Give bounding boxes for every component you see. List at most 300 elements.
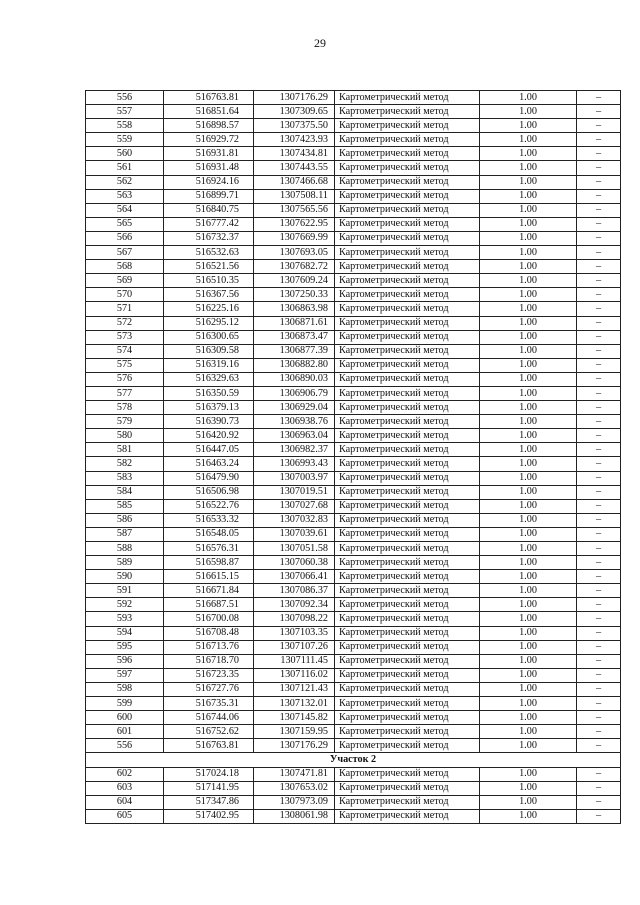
method-cell: Картометрический метод — [335, 372, 480, 386]
precision-cell: 1.00 — [480, 556, 577, 570]
method-cell: Картометрический метод — [335, 499, 480, 513]
dash-cell: – — [577, 274, 621, 288]
precision-cell: 1.00 — [480, 795, 577, 809]
method-cell: Картометрический метод — [335, 147, 480, 161]
coord-y-cell: 1307693.05 — [254, 246, 335, 260]
coord-y-cell: 1306906.79 — [254, 386, 335, 400]
point-number-cell: 590 — [86, 570, 164, 584]
point-number-cell: 577 — [86, 386, 164, 400]
method-cell: Картометрический метод — [335, 231, 480, 245]
point-number-cell: 595 — [86, 640, 164, 654]
method-cell: Картометрический метод — [335, 668, 480, 682]
coord-y-cell: 1307508.11 — [254, 189, 335, 203]
coord-y-cell: 1307003.97 — [254, 471, 335, 485]
coord-x-cell: 516744.06 — [164, 711, 254, 725]
coord-y-cell: 1306877.39 — [254, 344, 335, 358]
section-title: Участок 2 — [86, 753, 621, 767]
point-number-cell: 584 — [86, 485, 164, 499]
precision-cell: 1.00 — [480, 485, 577, 499]
coord-x-cell: 516598.87 — [164, 556, 254, 570]
dash-cell: – — [577, 133, 621, 147]
method-cell: Картометрический метод — [335, 457, 480, 471]
coord-y-cell: 1307027.68 — [254, 499, 335, 513]
coord-x-cell: 516924.16 — [164, 175, 254, 189]
precision-cell: 1.00 — [480, 781, 577, 795]
coord-y-cell: 1308061.98 — [254, 809, 335, 823]
precision-cell: 1.00 — [480, 415, 577, 429]
table-row — [86, 401, 621, 415]
table-row — [86, 316, 621, 330]
method-cell: Картометрический метод — [335, 795, 480, 809]
dash-cell: – — [577, 246, 621, 260]
method-cell: Картометрический метод — [335, 246, 480, 260]
page-number: 29 — [314, 36, 326, 50]
coord-y-cell: 1307375.50 — [254, 119, 335, 133]
point-number-cell: 596 — [86, 654, 164, 668]
coord-x-cell: 517141.95 — [164, 781, 254, 795]
dash-cell: – — [577, 443, 621, 457]
point-number-cell: 576 — [86, 372, 164, 386]
table-row — [86, 654, 621, 668]
method-cell: Картометрический метод — [335, 809, 480, 823]
method-cell: Картометрический метод — [335, 556, 480, 570]
table-row — [86, 584, 621, 598]
coord-x-cell: 516576.31 — [164, 542, 254, 556]
precision-cell: 1.00 — [480, 105, 577, 119]
point-number-cell: 562 — [86, 175, 164, 189]
precision-cell: 1.00 — [480, 499, 577, 513]
method-cell: Картометрический метод — [335, 401, 480, 415]
point-number-cell: 582 — [86, 457, 164, 471]
precision-cell: 1.00 — [480, 598, 577, 612]
method-cell: Картометрический метод — [335, 767, 480, 781]
precision-cell: 1.00 — [480, 358, 577, 372]
precision-cell: 1.00 — [480, 386, 577, 400]
dash-cell: – — [577, 429, 621, 443]
precision-cell: 1.00 — [480, 133, 577, 147]
point-number-cell: 563 — [86, 189, 164, 203]
point-number-cell: 569 — [86, 274, 164, 288]
table-row — [86, 612, 621, 626]
point-number-cell: 565 — [86, 217, 164, 231]
method-cell: Картометрический метод — [335, 682, 480, 696]
table-row — [86, 189, 621, 203]
point-number-cell: 598 — [86, 682, 164, 696]
point-number-cell: 567 — [86, 246, 164, 260]
coord-y-cell: 1307159.95 — [254, 725, 335, 739]
dash-cell: – — [577, 231, 621, 245]
coord-y-cell: 1307060.38 — [254, 556, 335, 570]
method-cell: Картометрический метод — [335, 598, 480, 612]
table-section — [86, 753, 621, 767]
dash-cell: – — [577, 697, 621, 711]
table-row — [86, 217, 621, 231]
coord-x-cell: 516763.81 — [164, 739, 254, 753]
precision-cell: 1.00 — [480, 457, 577, 471]
coord-y-cell: 1307103.35 — [254, 626, 335, 640]
precision-cell: 1.00 — [480, 654, 577, 668]
precision-cell: 1.00 — [480, 260, 577, 274]
coord-x-cell: 517024.18 — [164, 767, 254, 781]
table-row — [86, 231, 621, 245]
table-row — [86, 485, 621, 499]
table-row — [86, 457, 621, 471]
method-cell: Картометрический метод — [335, 189, 480, 203]
precision-cell: 1.00 — [480, 288, 577, 302]
dash-cell: – — [577, 344, 621, 358]
precision-cell: 1.00 — [480, 640, 577, 654]
coord-y-cell: 1306890.03 — [254, 372, 335, 386]
coord-y-cell: 1307471.81 — [254, 767, 335, 781]
method-cell: Картометрический метод — [335, 513, 480, 527]
dash-cell: – — [577, 809, 621, 823]
coord-x-cell: 516300.65 — [164, 330, 254, 344]
precision-cell: 1.00 — [480, 725, 577, 739]
precision-cell: 1.00 — [480, 711, 577, 725]
point-number-cell: 597 — [86, 668, 164, 682]
dash-cell: – — [577, 654, 621, 668]
method-cell: Картометрический метод — [335, 274, 480, 288]
method-cell: Картометрический метод — [335, 527, 480, 541]
table-body-part-2 — [86, 767, 621, 823]
dash-cell: – — [577, 584, 621, 598]
precision-cell: 1.00 — [480, 316, 577, 330]
method-cell: Картометрический метод — [335, 316, 480, 330]
dash-cell: – — [577, 175, 621, 189]
precision-cell: 1.00 — [480, 401, 577, 415]
point-number-cell: 573 — [86, 330, 164, 344]
point-number-cell: 561 — [86, 161, 164, 175]
coord-x-cell: 516752.62 — [164, 725, 254, 739]
dash-cell: – — [577, 485, 621, 499]
dash-cell: – — [577, 105, 621, 119]
coord-y-cell: 1307039.61 — [254, 527, 335, 541]
method-cell: Картометрический метод — [335, 443, 480, 457]
table-row — [86, 344, 621, 358]
precision-cell: 1.00 — [480, 372, 577, 386]
method-cell: Картометрический метод — [335, 330, 480, 344]
point-number-cell: 581 — [86, 443, 164, 457]
precision-cell: 1.00 — [480, 682, 577, 696]
precision-cell: 1.00 — [480, 443, 577, 457]
dash-cell: – — [577, 330, 621, 344]
coord-x-cell: 516532.63 — [164, 246, 254, 260]
coord-y-cell: 1306871.61 — [254, 316, 335, 330]
dash-cell: – — [577, 358, 621, 372]
method-cell: Картометрический метод — [335, 175, 480, 189]
table-row — [86, 739, 621, 753]
table-row — [86, 682, 621, 696]
table-row — [86, 372, 621, 386]
precision-cell: 1.00 — [480, 330, 577, 344]
point-number-cell: 603 — [86, 781, 164, 795]
dash-cell: – — [577, 626, 621, 640]
method-cell: Картометрический метод — [335, 288, 480, 302]
section-header-row — [86, 753, 621, 767]
coord-x-cell: 516718.70 — [164, 654, 254, 668]
table-row — [86, 697, 621, 711]
point-number-cell: 570 — [86, 288, 164, 302]
dash-cell: – — [577, 612, 621, 626]
table-row — [86, 767, 621, 781]
coord-x-cell: 516295.12 — [164, 316, 254, 330]
point-number-cell: 604 — [86, 795, 164, 809]
table-row — [86, 330, 621, 344]
coord-y-cell: 1307423.93 — [254, 133, 335, 147]
method-cell: Картометрический метод — [335, 485, 480, 499]
dash-cell: – — [577, 217, 621, 231]
coord-y-cell: 1307086.37 — [254, 584, 335, 598]
dash-cell: – — [577, 556, 621, 570]
method-cell: Картометрический метод — [335, 105, 480, 119]
dash-cell: – — [577, 513, 621, 527]
coord-x-cell: 516851.64 — [164, 105, 254, 119]
method-cell: Картометрический метод — [335, 471, 480, 485]
coord-x-cell: 516615.15 — [164, 570, 254, 584]
point-number-cell: 588 — [86, 542, 164, 556]
coord-y-cell: 1306873.47 — [254, 330, 335, 344]
precision-cell: 1.00 — [480, 584, 577, 598]
table-row — [86, 429, 621, 443]
table-row — [86, 725, 621, 739]
point-number-cell: 580 — [86, 429, 164, 443]
dash-cell: – — [577, 795, 621, 809]
table-row — [86, 443, 621, 457]
point-number-cell: 593 — [86, 612, 164, 626]
table-row — [86, 119, 621, 133]
coord-x-cell: 516777.42 — [164, 217, 254, 231]
coord-y-cell: 1307098.22 — [254, 612, 335, 626]
coord-x-cell: 516727.76 — [164, 682, 254, 696]
table-row — [86, 711, 621, 725]
coord-x-cell: 516367.56 — [164, 288, 254, 302]
method-cell: Картометрический метод — [335, 739, 480, 753]
table-row — [86, 274, 621, 288]
precision-cell: 1.00 — [480, 203, 577, 217]
point-number-cell: 601 — [86, 725, 164, 739]
coord-y-cell: 1306993.43 — [254, 457, 335, 471]
point-number-cell: 602 — [86, 767, 164, 781]
coord-y-cell: 1307176.29 — [254, 739, 335, 753]
coord-x-cell: 516763.81 — [164, 91, 254, 105]
coord-y-cell: 1307466.68 — [254, 175, 335, 189]
method-cell: Картометрический метод — [335, 91, 480, 105]
coord-x-cell: 516309.58 — [164, 344, 254, 358]
coord-x-cell: 516350.59 — [164, 386, 254, 400]
coord-x-cell: 516510.35 — [164, 274, 254, 288]
coord-y-cell: 1307145.82 — [254, 711, 335, 725]
coord-y-cell: 1307682.72 — [254, 260, 335, 274]
table-row — [86, 246, 621, 260]
table-body-part-1 — [86, 91, 621, 753]
coord-y-cell: 1307434.81 — [254, 147, 335, 161]
point-number-cell: 568 — [86, 260, 164, 274]
point-number-cell: 575 — [86, 358, 164, 372]
table-row — [86, 668, 621, 682]
table-row — [86, 133, 621, 147]
coord-x-cell: 516671.84 — [164, 584, 254, 598]
method-cell: Картометрический метод — [335, 640, 480, 654]
point-number-cell: 594 — [86, 626, 164, 640]
coord-x-cell: 516723.35 — [164, 668, 254, 682]
point-number-cell: 592 — [86, 598, 164, 612]
coord-y-cell: 1307250.33 — [254, 288, 335, 302]
table-row — [86, 161, 621, 175]
coord-x-cell: 516479.90 — [164, 471, 254, 485]
precision-cell: 1.00 — [480, 471, 577, 485]
coord-x-cell: 516447.05 — [164, 443, 254, 457]
coord-x-cell: 516521.56 — [164, 260, 254, 274]
table-row — [86, 175, 621, 189]
coord-x-cell: 516708.48 — [164, 626, 254, 640]
coord-x-cell: 516931.81 — [164, 147, 254, 161]
point-number-cell: 560 — [86, 147, 164, 161]
coord-y-cell: 1306863.98 — [254, 302, 335, 316]
coord-x-cell: 516463.24 — [164, 457, 254, 471]
table-row — [86, 203, 621, 217]
precision-cell: 1.00 — [480, 91, 577, 105]
coord-x-cell: 516931.48 — [164, 161, 254, 175]
point-number-cell: 574 — [86, 344, 164, 358]
point-number-cell: 586 — [86, 513, 164, 527]
coord-y-cell: 1307176.29 — [254, 91, 335, 105]
precision-cell: 1.00 — [480, 274, 577, 288]
dash-cell: – — [577, 372, 621, 386]
method-cell: Картометрический метод — [335, 570, 480, 584]
precision-cell: 1.00 — [480, 739, 577, 753]
dash-cell: – — [577, 91, 621, 105]
method-cell: Картометрический метод — [335, 133, 480, 147]
dash-cell: – — [577, 499, 621, 513]
table-row — [86, 570, 621, 584]
coord-x-cell: 517402.95 — [164, 809, 254, 823]
precision-cell: 1.00 — [480, 119, 577, 133]
coord-y-cell: 1307066.41 — [254, 570, 335, 584]
method-cell: Картометрический метод — [335, 302, 480, 316]
table-row — [86, 527, 621, 541]
dash-cell: – — [577, 640, 621, 654]
point-number-cell: 585 — [86, 499, 164, 513]
coord-x-cell: 516420.92 — [164, 429, 254, 443]
coord-x-cell: 516379.13 — [164, 401, 254, 415]
coord-x-cell: 516319.16 — [164, 358, 254, 372]
coord-x-cell: 516898.57 — [164, 119, 254, 133]
point-number-cell: 583 — [86, 471, 164, 485]
coord-y-cell: 1307132.01 — [254, 697, 335, 711]
dash-cell: – — [577, 189, 621, 203]
coord-y-cell: 1307565.56 — [254, 203, 335, 217]
point-number-cell: 578 — [86, 401, 164, 415]
coord-x-cell: 516687.51 — [164, 598, 254, 612]
dash-cell: – — [577, 542, 621, 556]
point-number-cell: 572 — [86, 316, 164, 330]
precision-cell: 1.00 — [480, 189, 577, 203]
precision-cell: 1.00 — [480, 612, 577, 626]
precision-cell: 1.00 — [480, 513, 577, 527]
point-number-cell: 556 — [86, 739, 164, 753]
coord-y-cell: 1307051.58 — [254, 542, 335, 556]
coord-y-cell: 1306882.80 — [254, 358, 335, 372]
coord-y-cell: 1306963.04 — [254, 429, 335, 443]
method-cell: Картометрический метод — [335, 344, 480, 358]
coord-y-cell: 1307032.83 — [254, 513, 335, 527]
table-row — [86, 781, 621, 795]
precision-cell: 1.00 — [480, 161, 577, 175]
point-number-cell: 587 — [86, 527, 164, 541]
coord-y-cell: 1307121.43 — [254, 682, 335, 696]
dash-cell: – — [577, 415, 621, 429]
coord-y-cell: 1307669.99 — [254, 231, 335, 245]
dash-cell: – — [577, 598, 621, 612]
precision-cell: 1.00 — [480, 217, 577, 231]
precision-cell: 1.00 — [480, 175, 577, 189]
table-row — [86, 499, 621, 513]
dash-cell: – — [577, 386, 621, 400]
point-number-cell: 556 — [86, 91, 164, 105]
coord-x-cell: 516735.31 — [164, 697, 254, 711]
table-row — [86, 105, 621, 119]
dash-cell: – — [577, 302, 621, 316]
method-cell: Картометрический метод — [335, 217, 480, 231]
point-number-cell: 564 — [86, 203, 164, 217]
coord-x-cell: 516840.75 — [164, 203, 254, 217]
method-cell: Картометрический метод — [335, 711, 480, 725]
method-cell: Картометрический метод — [335, 654, 480, 668]
dash-cell: – — [577, 739, 621, 753]
coord-x-cell: 516929.72 — [164, 133, 254, 147]
table-row — [86, 260, 621, 274]
point-number-cell: 600 — [86, 711, 164, 725]
method-cell: Картометрический метод — [335, 697, 480, 711]
dash-cell: – — [577, 682, 621, 696]
coord-y-cell: 1307443.55 — [254, 161, 335, 175]
method-cell: Картометрический метод — [335, 161, 480, 175]
point-number-cell: 571 — [86, 302, 164, 316]
dash-cell: – — [577, 457, 621, 471]
table-row — [86, 147, 621, 161]
coord-x-cell: 516506.98 — [164, 485, 254, 499]
dash-cell: – — [577, 781, 621, 795]
dash-cell: – — [577, 401, 621, 415]
dash-cell: – — [577, 527, 621, 541]
coord-y-cell: 1306982.37 — [254, 443, 335, 457]
dash-cell: – — [577, 316, 621, 330]
table-row — [86, 640, 621, 654]
precision-cell: 1.00 — [480, 344, 577, 358]
coord-y-cell: 1306929.04 — [254, 401, 335, 415]
coord-y-cell: 1307092.34 — [254, 598, 335, 612]
precision-cell: 1.00 — [480, 542, 577, 556]
coord-x-cell: 517347.86 — [164, 795, 254, 809]
coord-y-cell: 1307019.51 — [254, 485, 335, 499]
method-cell: Картометрический метод — [335, 626, 480, 640]
coordinates-table — [85, 90, 621, 824]
point-number-cell: 557 — [86, 105, 164, 119]
precision-cell: 1.00 — [480, 231, 577, 245]
coord-y-cell: 1307309.65 — [254, 105, 335, 119]
point-number-cell: 558 — [86, 119, 164, 133]
coord-x-cell: 516899.71 — [164, 189, 254, 203]
dash-cell: – — [577, 767, 621, 781]
precision-cell: 1.00 — [480, 429, 577, 443]
dash-cell: – — [577, 161, 621, 175]
dash-cell: – — [577, 711, 621, 725]
table-row — [86, 513, 621, 527]
precision-cell: 1.00 — [480, 570, 577, 584]
coord-x-cell: 516522.76 — [164, 499, 254, 513]
coord-x-cell: 516533.32 — [164, 513, 254, 527]
dash-cell: – — [577, 471, 621, 485]
